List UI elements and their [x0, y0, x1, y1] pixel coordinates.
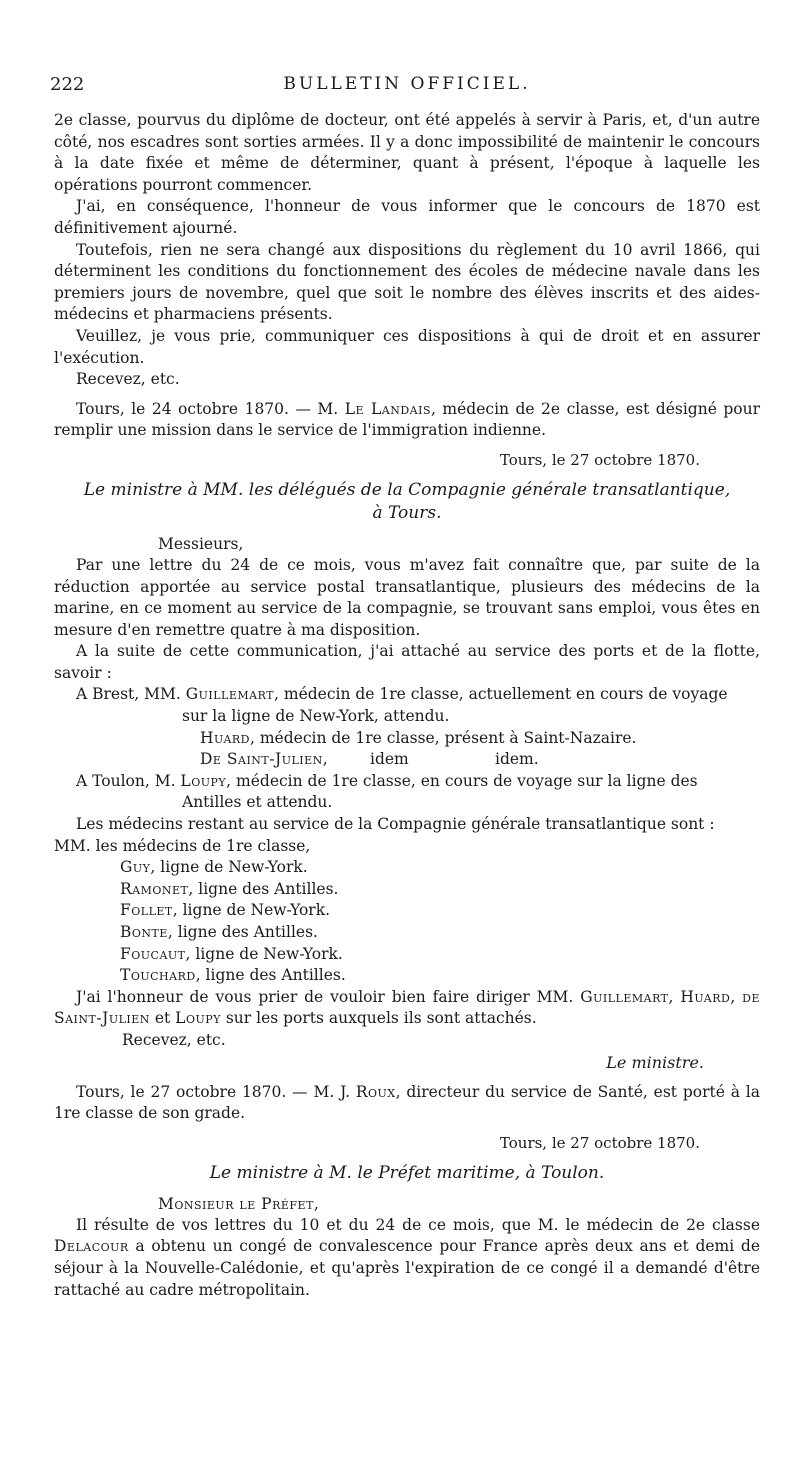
- letter-date: Tours, le 27 octobre 1870.: [499, 450, 700, 469]
- assignment-line: De Saint-Julien, idem idem.: [54, 749, 760, 771]
- letter-heading: Le ministre à M. le Préfet maritime, à Toulon.: [209, 1162, 605, 1183]
- person-name: Touchard: [120, 966, 196, 985]
- doctor-list: [54, 857, 760, 987]
- salutation: Monsieur le Préfet,: [158, 1194, 320, 1213]
- letter-heading-place: à Tours.: [372, 502, 442, 523]
- assignment-line: sur la ligne de New-York, attendu.: [182, 707, 450, 726]
- letter-date: Tours, le 27 octobre 1870.: [499, 1133, 700, 1152]
- person-name: Foucaut: [120, 944, 186, 963]
- person-name: Roux: [355, 1082, 396, 1101]
- person-name: de Saint-Julien: [54, 987, 760, 1028]
- closing-formula: Recevez, etc.: [122, 1030, 226, 1049]
- salutation: Messieurs,: [158, 534, 244, 553]
- paragraph: Veuillez, je vous prie, communiquer ces dispositions à qui de droit et en assurer l'exécution.: [54, 326, 760, 367]
- person-name: Loupy: [175, 1009, 221, 1028]
- person-name: De Saint-Julien,: [200, 750, 329, 769]
- running-title: BULLETIN OFFICIEL.: [283, 74, 531, 94]
- list-intro: MM. les médecins de 1re classe,: [54, 836, 311, 855]
- person-name: Guillemart: [580, 987, 669, 1006]
- person-name: Le Landais: [344, 399, 432, 418]
- person-name: Loupy: [180, 771, 227, 790]
- closing-formula: Recevez, etc.: [76, 370, 180, 389]
- person-name: Huard: [200, 728, 250, 747]
- page-number: 222: [50, 74, 85, 95]
- paragraph: J'ai, en conséquence, l'honneur de vous informer que le concours de 1870 est définitivement ajourné.: [54, 197, 760, 237]
- signature: Le ministre.: [606, 1052, 704, 1072]
- paragraph: Toutefois, rien ne sera changé aux dispositions du règlement du 10 avril 1866, qui déterminent les conditions du fonctionnement des écoles de médecine navale dans les premiers jours de novembre, quel que soit le nombre des élèves inscrits et des aides-médecins et pharmaciens présents.: [54, 240, 760, 324]
- doctor-list-item: Touchard, ligne des Antilles.: [120, 966, 346, 985]
- doctor-list-item: Bonte, ligne des Antilles.: [120, 923, 318, 941]
- person-name: Huard: [680, 987, 731, 1006]
- person-name: Delacour: [54, 1237, 129, 1256]
- person-name: Guy: [120, 858, 151, 877]
- person-name: Guillemart: [185, 685, 275, 704]
- person-name: Bonte: [120, 923, 168, 941]
- paragraph: Par une lettre du 24 de ce mois, vous m'avez fait connaître que, par suite de la réduction apportée au service postal transatlantique, plusieurs des médecins de la marine, en ce moment au service de la compagnie, se trouvant sans emploi, vous êtes en mesure d'en remettre quatre à ma disposition.: [54, 555, 760, 639]
- appointment-notice: Tours, le 27 octobre 1870. — M. J. Roux, directeur du service de Santé, est porté à la 1re classe de son grade.: [54, 1082, 760, 1123]
- assignment-line: Antilles et attendu.: [182, 793, 333, 812]
- paragraph: A la suite de cette communication, j'ai attaché au service des ports et de la flotte, savoir :: [54, 642, 760, 682]
- assignment-line: Huard, médecin de 1re classe, présent à Saint-Nazaire.: [200, 728, 637, 747]
- person-name: Ramonet: [120, 879, 189, 898]
- page-header: [50, 70, 760, 96]
- paragraph: 2e classe, pourvus du diplôme de docteur, ont été appelés à servir à Paris, et, d'un autre côté, nos escadres sont sorties armées. Il y a donc impossibilité de maintenir le concours à la date fixée et même de déterminer, quant à présent, l'époque à laquelle les opérations pourront commencer.: [54, 111, 760, 194]
- doctor-list-item: Guy, ligne de New-York.: [120, 858, 308, 877]
- assignment-line: A Toulon, M. Loupy, médecin de 1re classe, en cours de voyage sur la ligne des: [76, 771, 698, 790]
- paragraph: Les médecins restant au service de la Compagnie générale transatlantique sont :: [76, 815, 715, 834]
- paragraph: J'ai l'honneur de vous prier de vouloir bien faire diriger MM. Guillemart, Huard, de Saint-Julien et Loupy sur les ports auxquels ils sont attachés.: [54, 987, 760, 1028]
- doctor-list-item: Ramonet, ligne des Antilles.: [120, 879, 339, 898]
- appointment-notice: Tours, le 24 octobre 1870. — M. Le Landais, médecin de 2e classe, est désigné pour remplir une mission dans le service de l'immigration indienne.: [54, 399, 760, 440]
- paragraph: Il résulte de vos lettres du 10 et du 24 de ce mois, que M. le médecin de 2e classe Delacour a obtenu un congé de convalescence pour France après deux ans et demi de séjour à la Nouvelle-Calédonie, et qu'après l'expiration de ce congé il a demandé d'être rattaché au cadre métropolitain.: [54, 1215, 760, 1299]
- letter-heading: Le ministre à MM. les délégués de la Compagnie générale transatlantique,: [83, 479, 731, 500]
- doctor-list-item: Foucaut, ligne de New-York.: [120, 944, 343, 963]
- person-name: Follet: [120, 901, 173, 920]
- assignment-line: A Brest, MM. Guillemart, médecin de 1re classe, actuellement en cours de voyage: [76, 685, 728, 704]
- doctor-list-item: Follet, ligne de New-York.: [120, 901, 331, 920]
- document-body: [54, 110, 760, 1301]
